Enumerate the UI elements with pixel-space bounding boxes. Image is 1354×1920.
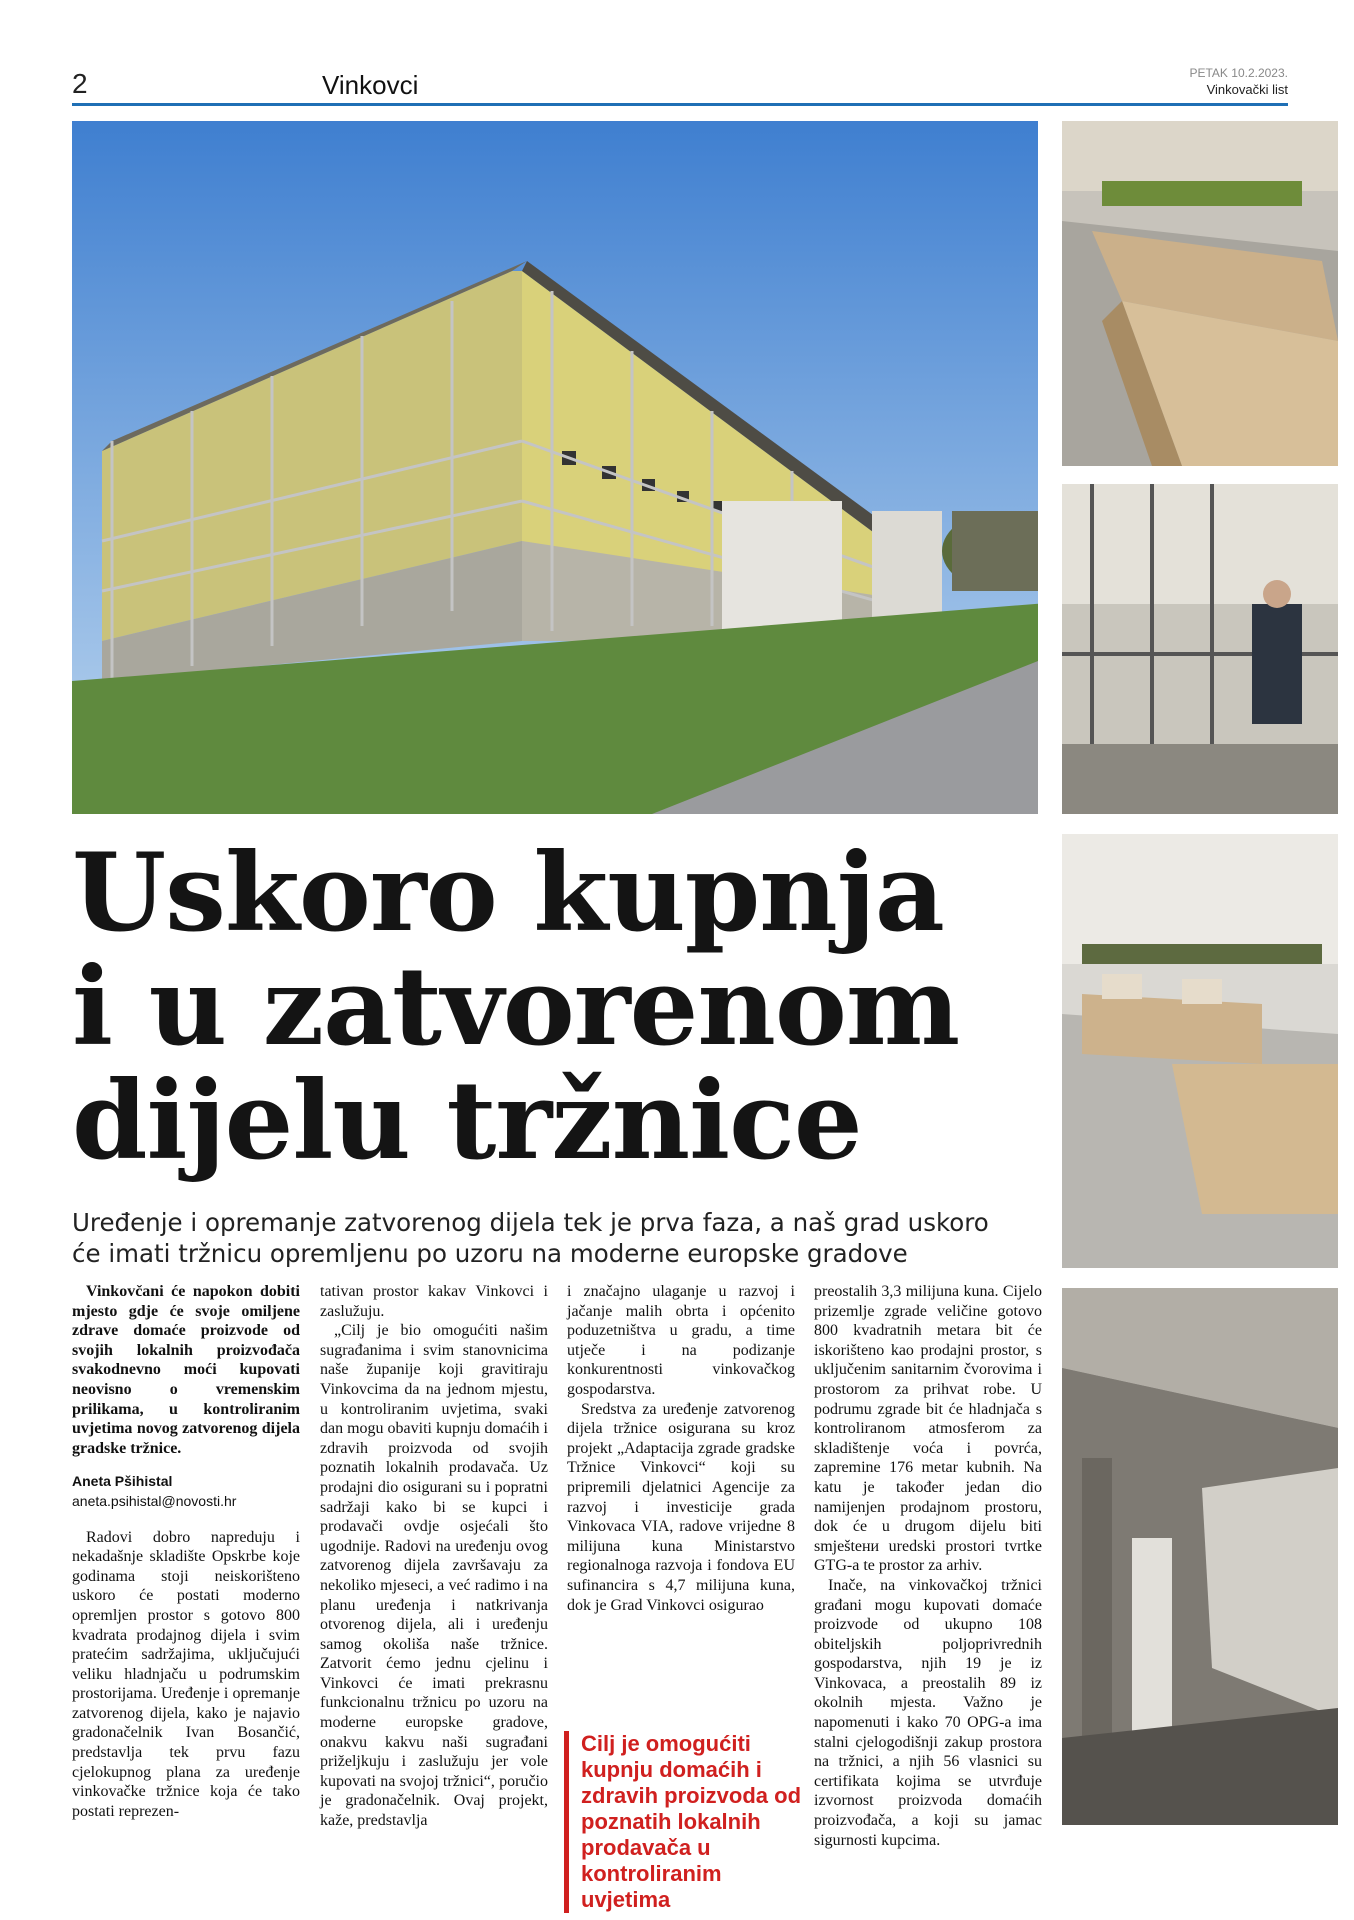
article-column-3 bbox=[567, 1282, 795, 1615]
pull-quote: Cilj je omogućiti kupnju domaćih i zdravih proizvoda od poznatih lokalnih prodavača u kontroliranim uvjetima bbox=[564, 1731, 802, 1913]
issue-date: PETAK 10.2.2023. bbox=[1189, 66, 1288, 80]
page-number: 2 bbox=[72, 68, 88, 99]
subtitle bbox=[72, 1207, 1052, 1269]
author-email: aneta.psihistal@novosti.hr bbox=[72, 1492, 237, 1509]
photo-market-stalls-interior bbox=[1062, 121, 1338, 466]
publication-name: Vinkovački list bbox=[1206, 82, 1288, 97]
article-paragraph: tativan prostor kakav Vinkovci i zaslužuju. bbox=[320, 1283, 548, 1320]
photo-worker-scaffolding bbox=[1062, 484, 1338, 814]
photo-market-counters-boxes bbox=[1062, 834, 1338, 1268]
author-name: Aneta Pšihistal bbox=[72, 1473, 173, 1490]
article-lead: Vinkovčani će napokon dobiti mjesto gdje će svoje omiljene zdrave domaće proizvode od svojih lokalnih proizvođača svakodnevno moći kupovati neovisno o vremenskim prilikama, u kontroliranim uvjetima novog zatvorenog dijela gradske tržnice. bbox=[72, 1283, 300, 1457]
article-column-1 bbox=[72, 1282, 300, 1821]
article-column-2 bbox=[320, 1282, 548, 1831]
page-header bbox=[72, 66, 1288, 106]
subtitle-line: će imati tržnicu opremljenu po uzoru na moderne europske gradove bbox=[72, 1239, 908, 1268]
article-paragraph: Sredstva za uređenje zatvorenog dijela tržnice osigurana su kroz projekt „Adaptacija zgrade gradske Tržnice Vinkovci“ koji su pripremili djelatnici Agencije za razvoj i investicije grada Vinkovaca VIA, radove vrijedne 8 milijuna kuna Ministarstvo regionalnoga razvoja i fondova EU sufinancira s 4,7 milijuna kuna, dok je Grad Vinkovci osigurao bbox=[567, 1400, 795, 1614]
headline-line: i u zatvorenom bbox=[72, 944, 960, 1070]
main-photo-building-scaffolding bbox=[72, 121, 1038, 814]
headline bbox=[72, 830, 1032, 1184]
article-paragraph: Inače, na vinkovačkoj tržnici građani mogu kupovati domaće proizvode od ukupno 108 obiteljskih poljoprivrednih gospodarstva, njih 19 je iz Vinkovaca, a preostalih 89 iz okolnih mjesta. Važno je napomenuti i kako 70 OPG-a ima stalni cjelogodišnji zakup prostora na tržnici, a njih 56 vlasnici su certifikata kojima se utvrđuje izvornost proizvoda domaćih proizvođača, a koji su jamac sigurnosti kupcima. bbox=[814, 1576, 1042, 1849]
article-paragraph: i značajno ulaganje u razvoj i jačanje malih obrta i općenito poduzetništva u gradu, a time utječe i na podizanje konkurentnosti vinkovačkog gospodarstva. bbox=[567, 1283, 795, 1398]
photo-construction-corridor bbox=[1062, 1288, 1338, 1825]
headline-line: dijelu tržnice bbox=[72, 1058, 862, 1184]
article-paragraph: preostalih 3,3 milijuna kuna. Cijelo prizemlje zgrade veličine gotovo 800 kvadratnih metara bit će iskorišteno kao prodajni prostor, s uključenim sanitarnim čvorovima i prostorom za prihvat robe. U podrumu zgrade bit će hladnjača s kontroliranom atmosferom za skladištenje voća i povrća, zapremine 176 metar kubnih. Na katu je također jedan dio namijenjen prodajnom prostoru, dok će u drugom dijelu biti smještени uredski prostori tvrtke GTG-a te prostor za arhiv. bbox=[814, 1283, 1042, 1575]
subtitle-line: Uređenje i opremanje zatvorenog dijela tek je prva faza, a naš grad uskoro bbox=[72, 1208, 989, 1237]
article-column-4 bbox=[814, 1282, 1042, 1850]
article-paragraph: Radovi dobro napreduju i nekadašnje skladište Opskrbe koje godinama stoji neiskorišteno uskoro će postati moderno opremljen prostor s gotovo 800 kvadrata prodajnog dijela i svim pratećim sadržajima, uključujući veliku hladnjaču u podrumskim prostorijama. Uređenje i opremanje zatvorenog dijela, kako je najavio gradonačelnik Ivan Bosančić, predstavlja tek prvu fazu cjelokupnog plana za uređenje vinkovačke tržnice koja će tako postati reprezen- bbox=[72, 1528, 300, 1820]
section-title: Vinkovci bbox=[322, 70, 419, 100]
article-paragraph: „Cilj je bio omogućiti našim sugrađanima i svim stanovnicima naše županije koji gravitiraju Vinkovcima da na jednom mjestu, u kontroliranim uvjetima, svaki dan mogu obaviti kupnju domaćih i zdravih proizvoda od svojih poznatih lokalnih prodavača. Uz prodajni dio osigurani su i popratni sadržaji kako bi se kupci i prodavači ovdje osjećali što ugodnije. Radovi na uređenju ovog zatvorenog dijela završavaju za nekoliko mjeseci, a već radimo i na planu uređenja i natkrivanja otvorenog dijela, ali i uređenju samog okoliša naše tržnice. Zatvorit ćemo jednu cjelinu i Vinkovci će imati prekrasnu funkcionalnu tržnicu po uzoru na moderne europske gradove, onakvu kakvu naši sugrađani priželjkuju i zaslužuju jer vole kupovati na svojoj tržnici“, poručio je gradonačelnik. Ovaj projekt, kaže, predstavlja bbox=[320, 1322, 548, 1830]
headline-line: Uskoro kupnja bbox=[72, 830, 944, 956]
